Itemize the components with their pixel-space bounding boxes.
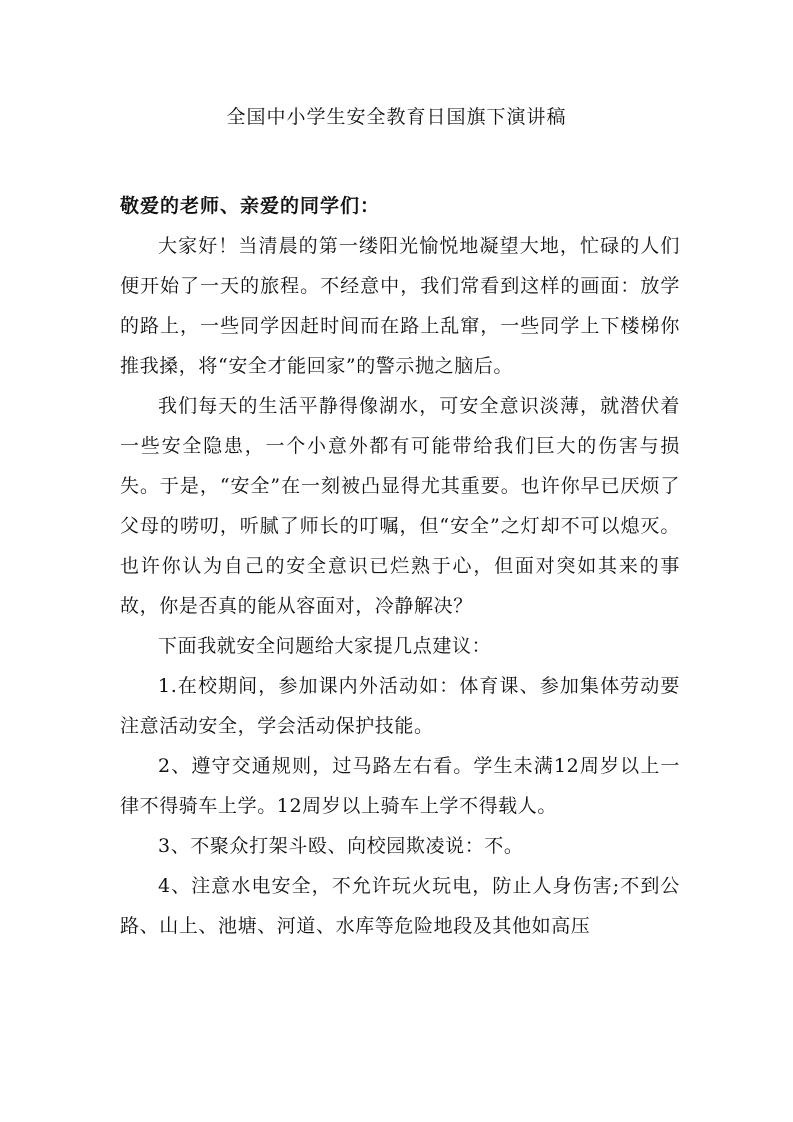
greeting-line: 敬爱的老师、亲爱的同学们：: [120, 195, 381, 217]
paragraph-4: 1.在校期间，参加课内外活动如：体育课、参加集体劳动要注意活动安全，学会活动保护技能。: [120, 675, 680, 737]
document-title: 全国中小学生安全教育日国旗下演讲稿: [226, 106, 567, 128]
document-body: [120, 186, 680, 946]
paragraph-3: 下面我就安全问题给大家提几点建议：: [158, 635, 492, 657]
paragraph-1: 大家好！当清晨的第一缕阳光愉悦地凝望大地，忙碌的人们便开始了一天的旅程。不经意中，我们常看到这样的画面：放学的路上，一些同学因赶时间而在路上乱窜，一些同学上下楼梯你推我搡，将“安全才能回家”的警示抛之脑后。: [120, 235, 680, 377]
paragraph-7: 4、注意水电安全，不允许玩火玩电，防止人身伤害;不到公路、山上、池塘、河道、水库等危险地段及其他如高压: [120, 875, 680, 937]
paragraph-5: 2、遵守交通规则，过马路左右看。学生未满12周岁以上一律不得骑车上学。12周岁以上骑车上学不得载人。: [120, 755, 680, 817]
paragraph-6: 3、不聚众打架斗殴、向校园欺凌说：不。: [158, 835, 524, 857]
paragraph-2: 我们每天的生活平静得像湖水，可安全意识淡薄，就潜伏着一些安全隐患，一个小意外都有可能带给我们巨大的伤害与损失。于是，“安全”在一刻被凸显得尤其重要。也许你早已厌烦了父母的唠叨，听腻了师长的叮嘱，但“安全”之灯却不可以熄灭。也许你认为自己的安全意识已烂熟于心，但面对突如其来的事故，你是否真的能从容面对，冷静解决？: [120, 395, 680, 617]
